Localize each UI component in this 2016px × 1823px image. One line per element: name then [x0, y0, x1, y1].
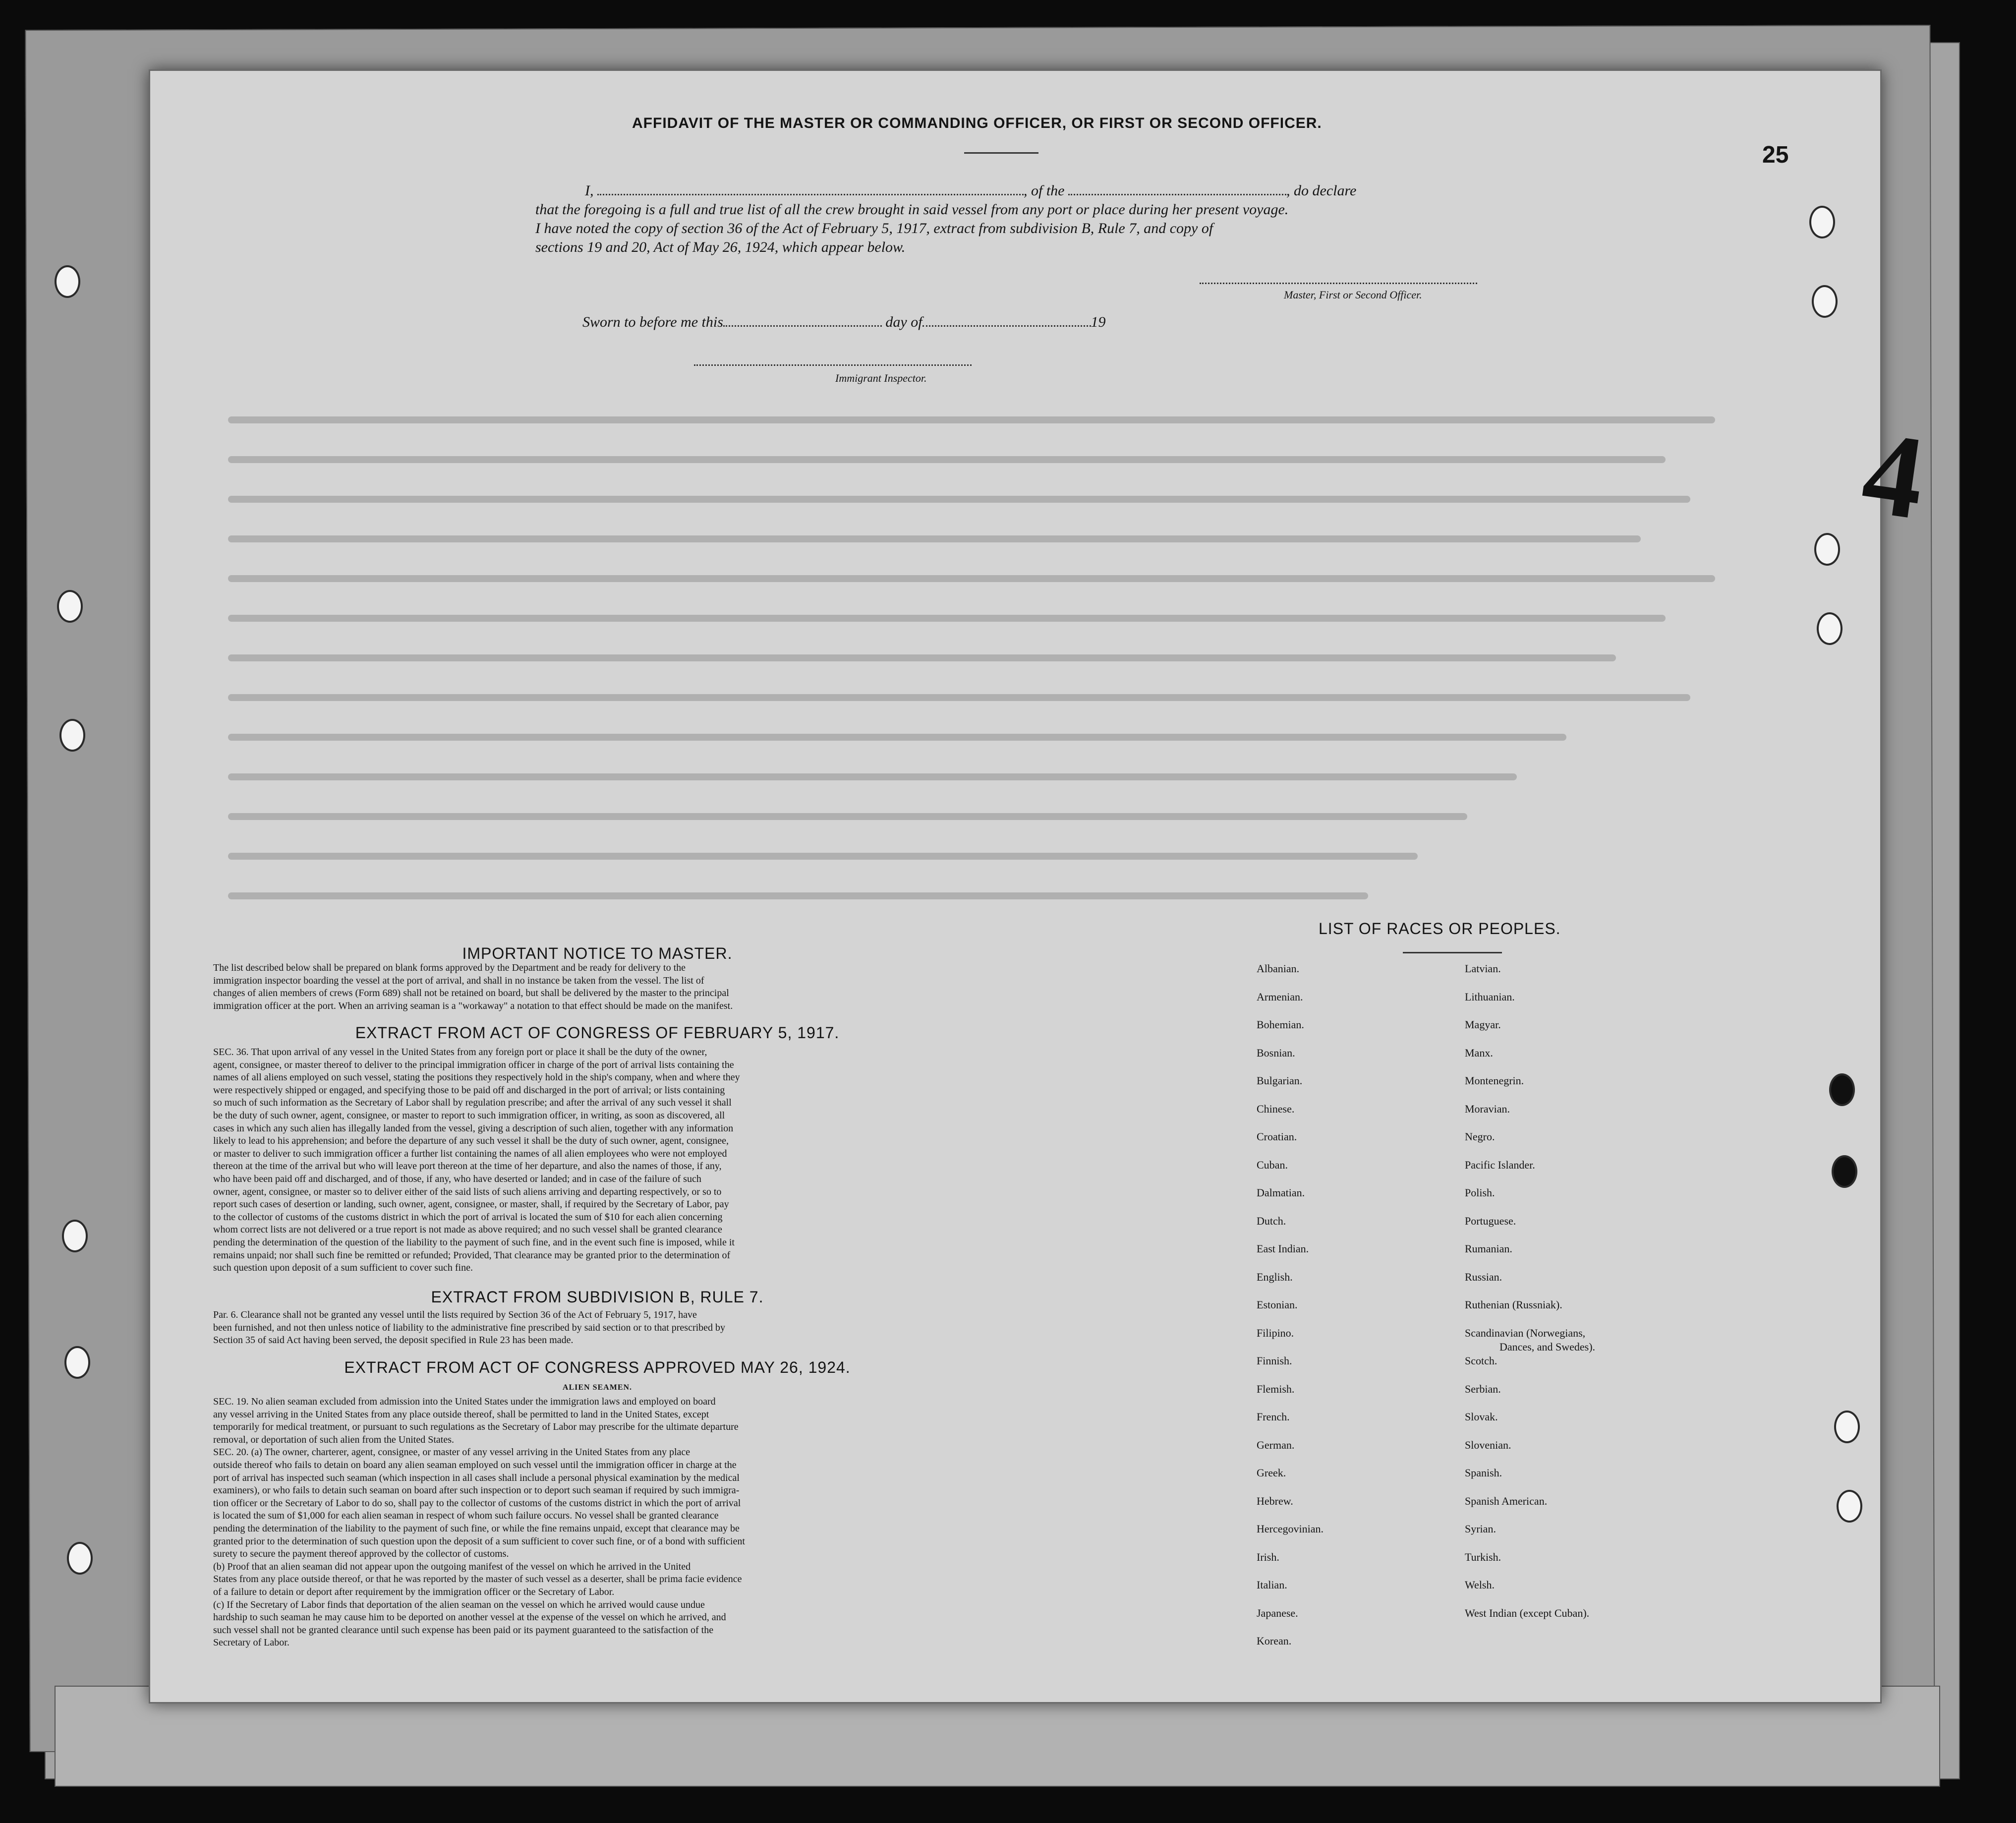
race-item: Bosnian. [1257, 1046, 1295, 1059]
text-line: thereon at the time of the arrival but who will leave port thereon at the time of her departure, and also the names of those, if any, [213, 1161, 722, 1172]
punch-hole [1809, 206, 1835, 238]
punch-hole [57, 590, 83, 623]
affidavit-title: AFFIDAVIT OF THE MASTER OR COMMANDING OFFICER, OR FIRST OR SECOND OFFICER. [632, 115, 1322, 131]
sworn-day-field[interactable] [723, 325, 882, 327]
punch-hole [1817, 612, 1843, 645]
race-item: Portuguese. [1465, 1214, 1516, 1227]
punch-hole [62, 1220, 88, 1252]
race-item: Magyar. [1465, 1018, 1501, 1031]
text-line: tion officer or the Secretary of Labor to do so, shall pay to the collector of customs of the customs district in which the port of arrival [213, 1497, 741, 1509]
race-item: Armenian. [1257, 990, 1303, 1003]
punch-hole [64, 1346, 90, 1379]
bleed-through-row [228, 773, 1517, 780]
text-line: be the duty of such owner, agent, consignee, or master to report to such immigration officer, in writing, as soon as discovered, all [213, 1110, 725, 1121]
bleed-through-row [228, 853, 1418, 860]
inspector-signature-line[interactable] [694, 364, 972, 367]
extract-rule7-title: EXTRACT FROM SUBDIVISION B, RULE 7. [431, 1288, 764, 1306]
text-line: outside thereof who fails to detain on board any alien seaman employed on such vessel until the immigration officer in charge at the [213, 1459, 737, 1470]
affidavit-i: I, [585, 182, 594, 199]
text-line: pending the determination of the question of the liability to the payment of such fine, and in the event such fine is imposed, while it [213, 1236, 735, 1248]
race-item: Slovak. [1465, 1411, 1498, 1423]
race-item: English. [1257, 1270, 1293, 1283]
race-item: Dalmatian. [1257, 1186, 1305, 1199]
affidavit-of: , of the [1024, 182, 1065, 199]
bleed-through-row [228, 694, 1690, 701]
notice-title: IMPORTANT NOTICE TO MASTER. [462, 944, 733, 962]
race-item: East Indian. [1257, 1242, 1309, 1255]
race-item: Serbian. [1465, 1382, 1501, 1395]
text-line: Secretary of Labor. [213, 1637, 289, 1648]
extract-1924-paragraph [213, 1396, 981, 1649]
handwritten-mark: 4 [1855, 405, 1932, 545]
punch-hole [1814, 533, 1840, 566]
title-rule [964, 152, 1038, 154]
text-line: hardship to such seaman he may cause him to be deported on another vessel at the expense of the vessel on which he arrived, and [213, 1612, 726, 1623]
race-item: West Indian (except Cuban). [1465, 1606, 1590, 1619]
text-line: such vessel shall not be granted clearance until such expense has been paid or its payment guaranteed to the satisfaction of the [213, 1624, 714, 1636]
punch-hole [1834, 1411, 1860, 1443]
race-item: Spanish. [1465, 1467, 1502, 1479]
race-item: Japanese. [1257, 1606, 1298, 1619]
text-line: surety to secure the payment thereof approved by the collector of customs. [213, 1548, 509, 1560]
text-line: pending the determination of the liability to the payment of such fine, or while the fine remains unpaid, except that clearance may be [213, 1523, 740, 1534]
race-item: Greek. [1257, 1467, 1286, 1479]
race-item: Rumanian. [1465, 1242, 1512, 1255]
bleed-through-row [228, 654, 1616, 661]
race-item: Polish. [1465, 1186, 1495, 1199]
race-item: Bohemian. [1257, 1018, 1304, 1031]
bleed-through-row [228, 575, 1715, 582]
affidavit-line-4: sections 19 and 20, Act of May 26, 1924, which appear below. [535, 239, 906, 255]
affidavit-line-3: I have noted the copy of section 36 of the Act of February 5, 1917, extract from subdivision B, Rule 7, and copy of [535, 220, 1213, 236]
punch-hole [1832, 1155, 1857, 1188]
text-line: immigration officer at the port. When an arriving seaman is a "workaway" a notation to that effect should be made on the manifest. [213, 1000, 733, 1011]
master-label: Master, First or Second Officer. [1284, 289, 1422, 301]
text-line: or master to deliver to such immigration officer a further list containing the names of all alien employees who were not employed [213, 1148, 727, 1159]
text-line: agent, consignee, or master thereof to deliver to the principal immigration officer in charge of the port of arrival lists containing the [213, 1059, 734, 1070]
race-item: Albanian. [1257, 962, 1300, 975]
text-line: been furnished, and not then unless notice of liability to the administrative fine prescribed by said section or to that prescribed by [213, 1322, 726, 1333]
text-line: Par. 6. Clearance shall not be granted any vessel until the lists required by Section 36 of the Act of February 5, 1917, have [213, 1309, 697, 1320]
affidavit-declaration-line [585, 182, 1477, 199]
punch-hole [1812, 285, 1838, 318]
text-line: remains unpaid; nor shall such fine be remitted or refunded; Provided, That clearance may be granted prior to the determination of [213, 1249, 731, 1261]
race-item: Latvian. [1465, 962, 1501, 975]
race-item: Croatian. [1257, 1130, 1297, 1143]
race-item: Filipino. [1257, 1326, 1294, 1339]
text-line: of a failure to detain or deport after requirement by the immigration officer or the Secretary of Labor. [213, 1586, 615, 1597]
bleed-through-row [228, 892, 1368, 899]
race-item: Chinese. [1257, 1102, 1295, 1115]
race-item: Scotch. [1465, 1354, 1498, 1367]
race-item: Syrian. [1465, 1523, 1496, 1535]
race-item: Russian. [1465, 1270, 1502, 1283]
punch-hole [1829, 1073, 1855, 1106]
extract-1917-paragraph [213, 1046, 981, 1275]
text-line: port of arrival has inspected such seaman (which inspection in all cases shall include a personal physical examination by the medical [213, 1472, 740, 1483]
alien-seamen-subtitle: ALIEN SEAMEN. [562, 1383, 633, 1392]
text-line: so much of such information as the Secretary of Labor shall by regulation prescribe; and after the arrival of any such vessel it shall [213, 1097, 732, 1109]
text-line: is located the sum of $1,000 for each alien seaman in respect of whom such failure occurs. No vessel shall be granted clearance [213, 1510, 719, 1522]
text-line: SEC. 19. No alien seaman excluded from admission into the United States under the immigration laws and employed on board [213, 1396, 716, 1407]
race-item: Estonian. [1257, 1298, 1298, 1311]
text-line: removal, or deportation of such alien from the United States. [213, 1434, 454, 1445]
punch-hole [1837, 1490, 1862, 1523]
master-signature-line[interactable] [1200, 283, 1477, 285]
race-item: Lithuanian. [1465, 990, 1515, 1003]
sworn-prefix: Sworn to before me this [582, 314, 723, 330]
text-line: The list described below shall be prepared on blank forms approved by the Department and be ready for delivery to the [213, 962, 686, 973]
bleed-through-row [228, 615, 1666, 622]
affidavit-declare: , do declare [1286, 182, 1357, 199]
race-item: Pacific Islander. [1465, 1158, 1535, 1171]
race-item: Bulgarian. [1257, 1074, 1303, 1087]
race-item: Hercegovinian. [1257, 1523, 1324, 1535]
race-item: Negro. [1465, 1130, 1495, 1143]
sworn-day-label: day of [885, 314, 922, 330]
race-item: Spanish American. [1465, 1494, 1548, 1507]
text-line: to the collector of customs of the customs district in which the port of arrival is located the sum of $10 for each alien concerning [213, 1211, 723, 1223]
punch-hole [59, 719, 85, 752]
race-item: Cuban. [1257, 1158, 1288, 1171]
text-line: SEC. 36. That upon arrival of any vessel in the United States from any foreign port or place it shall be the duty of the owner, [213, 1047, 707, 1058]
page-number: 25 [1762, 142, 1789, 168]
race-item: French. [1257, 1411, 1290, 1423]
text-line: likely to lead to his apprehension; and before the departure of any such vessel it shall be the duty of such owner, agent, consignee, [213, 1135, 729, 1147]
bleed-through-row [228, 456, 1666, 463]
text-line: who have been paid off and discharged, and of those, if any, who have deserted or landed; and in case of the failure of such [213, 1173, 701, 1184]
race-item: Montenegrin. [1465, 1074, 1524, 1087]
race-item: German. [1257, 1438, 1295, 1451]
text-line: granted prior to the determination of such question upon the deposit of a sum sufficient to cover such fine, or of a bond with sufficient [213, 1535, 745, 1547]
bleed-through-row [228, 416, 1715, 423]
text-line: changes of alien members of crews (Form 689) shall not be retained on board, but shall be delivered by the master to the principal [213, 988, 729, 999]
extract-1917-title: EXTRACT FROM ACT OF CONGRESS OF FEBRUARY 5, 1917. [355, 1024, 840, 1042]
race-item: Dances, and Swedes). [1499, 1340, 1596, 1353]
text-line: such question upon deposit of a sum sufficient to cover such fine. [213, 1262, 473, 1274]
extract-rule7-paragraph [213, 1309, 981, 1347]
race-item: Hebrew. [1257, 1494, 1293, 1507]
text-line: (b) Proof that an alien seaman did not appear upon the outgoing manifest of the vessel on which he arrived in the United [213, 1561, 691, 1572]
races-title: LIST OF RACES OR PEOPLES. [1319, 920, 1561, 938]
inspector-label: Immigrant Inspector. [835, 372, 927, 384]
race-item: Finnish. [1257, 1354, 1292, 1367]
affidavit-line-2: that the foregoing is a full and true list of all the crew brought in said vessel from any port or place during her present voyage. [535, 201, 1289, 218]
officer-name-field[interactable] [597, 194, 1024, 195]
text-line: report such cases of desertion or landing, such owner, agent, consignee, or master, shall, if required by the Secretary of Labor, pay [213, 1199, 729, 1210]
race-item: Italian. [1257, 1579, 1287, 1591]
text-line: States from any place outside thereof, or that he was reported by the master of such vessel as a deserter, shall be prima facie evidence [213, 1574, 742, 1585]
text-line: Section 35 of said Act having been served, the deposit specified in Rule 23 has been made. [213, 1335, 574, 1346]
race-item: Manx. [1465, 1046, 1493, 1059]
sworn-year: 19 [1091, 314, 1106, 330]
text-line: temporarily for medical treatment, or pursuant to such regulations as the Secretary of Labor may prescribe for the ultimate departure [213, 1421, 739, 1433]
sworn-line [582, 314, 1177, 331]
race-item: Korean. [1257, 1635, 1292, 1647]
races-title-rule [1403, 952, 1502, 953]
race-item: Welsh. [1465, 1579, 1495, 1591]
extract-1924-title: EXTRACT FROM ACT OF CONGRESS APPROVED MAY 26, 1924. [344, 1358, 851, 1376]
punch-hole [67, 1542, 93, 1575]
bleed-through-row [228, 535, 1641, 542]
text-line: owner, agent, consignee, or master so to deliver either of the said lists of such aliens arriving and departing respectively, or so to [213, 1186, 722, 1197]
sworn-month-field[interactable] [922, 325, 1091, 327]
punch-hole [55, 265, 80, 298]
race-item: Scandinavian (Norwegians, [1465, 1326, 1586, 1339]
vessel-name-field[interactable] [1068, 194, 1286, 195]
notice-paragraph [213, 962, 981, 1012]
text-line: cases in which any such alien has illegally landed from the vessel, giving a description of such alien, together with any information [213, 1122, 734, 1134]
text-line: examiners), or who fails to detain such seaman on board after such inspection or to deport such seaman if required by such immigra- [213, 1485, 740, 1496]
text-line: names of all aliens employed on such vessel, stating the positions they respectively hold in the ship's company, when and where they [213, 1072, 740, 1083]
text-line: whom correct lists are not delivered or a true report is not made as above required; and no such vessel shall be granted clearance [213, 1224, 722, 1235]
bleed-through-row [228, 813, 1467, 820]
bleed-through-row [228, 734, 1566, 741]
race-item: Flemish. [1257, 1382, 1295, 1395]
text-line: immigration inspector boarding the vessel at the port of arrival, and shall in no instance be taken from the vessel. The list of [213, 975, 704, 986]
text-line: (c) If the Secretary of Labor finds that deportation of the alien seaman on the vessel on which he arrived would cause undue [213, 1599, 705, 1610]
bleed-through-row [228, 496, 1690, 503]
text-line: any vessel arriving in the United States from any place outside thereof, shall be permitted to land in the United States, except [213, 1409, 709, 1420]
race-item: Dutch. [1257, 1214, 1286, 1227]
text-line: SEC. 20. (a) The owner, charterer, agent, consignee, or master of any vessel arriving in the United States from any place [213, 1447, 691, 1458]
race-item: Moravian. [1465, 1102, 1510, 1115]
race-item: Ruthenian (Russniak). [1465, 1298, 1562, 1311]
race-item: Turkish. [1465, 1550, 1501, 1563]
race-item: Slovenian. [1465, 1438, 1511, 1451]
race-item: Irish. [1257, 1550, 1279, 1563]
text-line: were respectively shipped or engaged, and specifying those to be paid off and discharged in the port of arrival; or lists containing [213, 1084, 725, 1096]
